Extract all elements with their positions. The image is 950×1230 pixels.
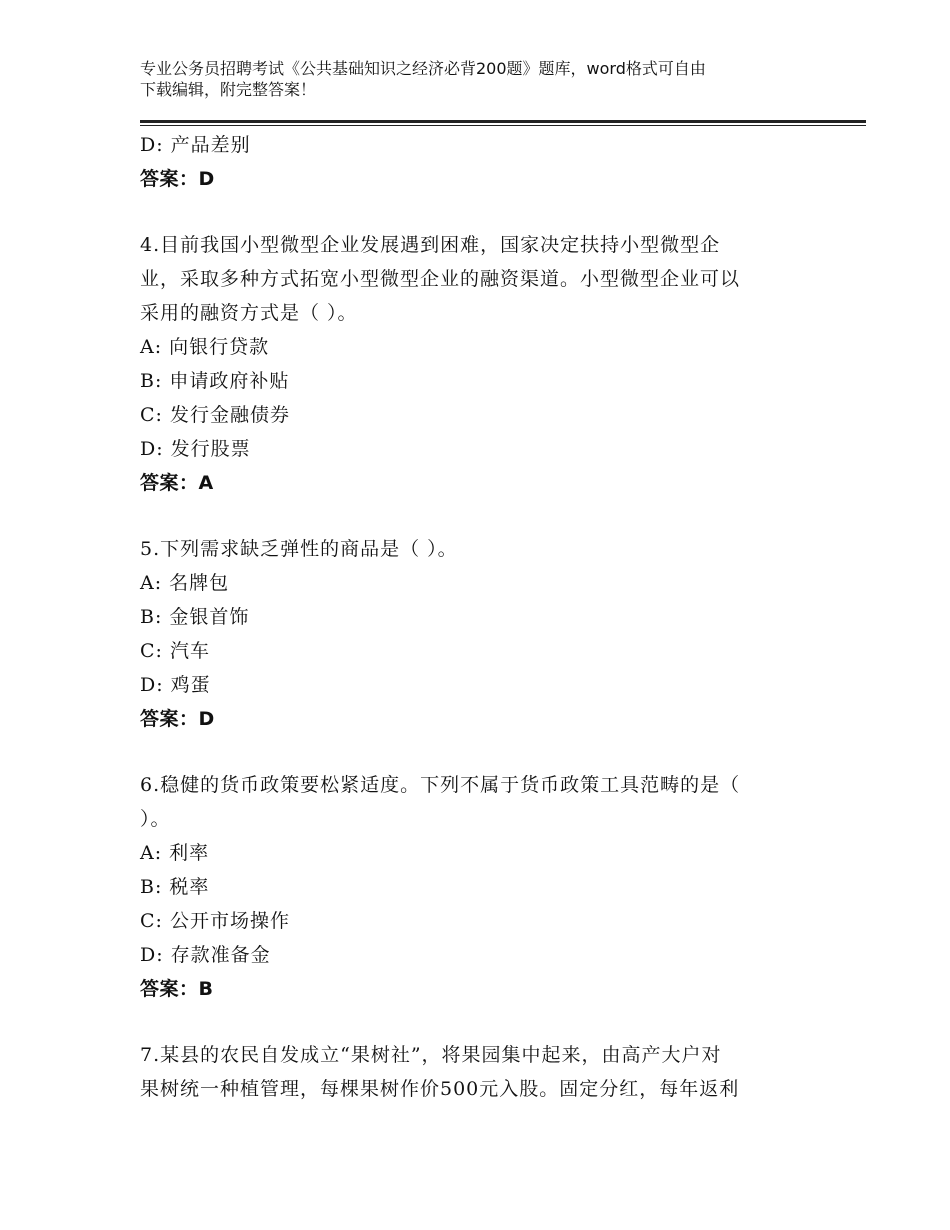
option-d: D: 鸡蛋	[140, 674, 211, 696]
option-d: D: 产品差别	[140, 134, 251, 156]
answer: 答案：A	[140, 472, 214, 494]
option-b: B: 税率	[140, 876, 210, 898]
question-stem-line: 6.稳健的货币政策要松紧适度。下列不属于货币政策工具范畴的是（	[140, 774, 741, 796]
answer: 答案：B	[140, 978, 214, 1000]
option-b: B: 金银首饰	[140, 606, 250, 628]
question-3	[140, 128, 800, 196]
option-c: C: 汽车	[140, 640, 210, 662]
question-6	[140, 768, 800, 1006]
header-title-line-2: 下载编辑，附完整答案！	[140, 80, 317, 99]
question-content	[140, 128, 800, 1106]
option-c: C: 发行金融债券	[140, 404, 290, 426]
option-c: C: 公开市场操作	[140, 910, 290, 932]
question-stem-line: 果树统一种植管理，每棵果树作价500元入股。固定分红，每年返利	[140, 1078, 740, 1100]
header-divider-thick	[140, 120, 866, 123]
answer: 答案：D	[140, 708, 215, 730]
option-a: A: 利率	[140, 842, 210, 864]
question-4	[140, 228, 800, 500]
question-7	[140, 1038, 800, 1106]
question-stem-line: 7.某县的农民自发成立“果树社”，将果园集中起来，由高产大户对	[140, 1044, 722, 1066]
option-a: A: 名牌包	[140, 572, 230, 594]
question-stem-line: 业，采取多种方式拓宽小型微型企业的融资渠道。小型微型企业可以	[140, 268, 741, 290]
document-header	[140, 58, 820, 100]
question-stem-line: ）。	[140, 808, 171, 830]
answer: 答案：D	[140, 168, 215, 190]
option-d: D: 发行股票	[140, 438, 251, 460]
question-stem-line: 4.目前我国小型微型企业发展遇到困难，国家决定扶持小型微型企	[140, 234, 721, 256]
header-divider-thin	[140, 125, 866, 126]
option-b: B: 申请政府补贴	[140, 370, 290, 392]
question-stem-line: 5.下列需求缺乏弹性的商品是（ ）。	[140, 538, 458, 560]
option-a: A: 向银行贷款	[140, 336, 270, 358]
header-title-line-1: 专业公务员招聘考试《公共基础知识之经济必背200题》题库，word格式可自由	[140, 59, 706, 78]
option-d: D: 存款准备金	[140, 944, 271, 966]
question-5	[140, 532, 800, 736]
question-stem-line: 采用的融资方式是（ ）。	[140, 302, 358, 324]
